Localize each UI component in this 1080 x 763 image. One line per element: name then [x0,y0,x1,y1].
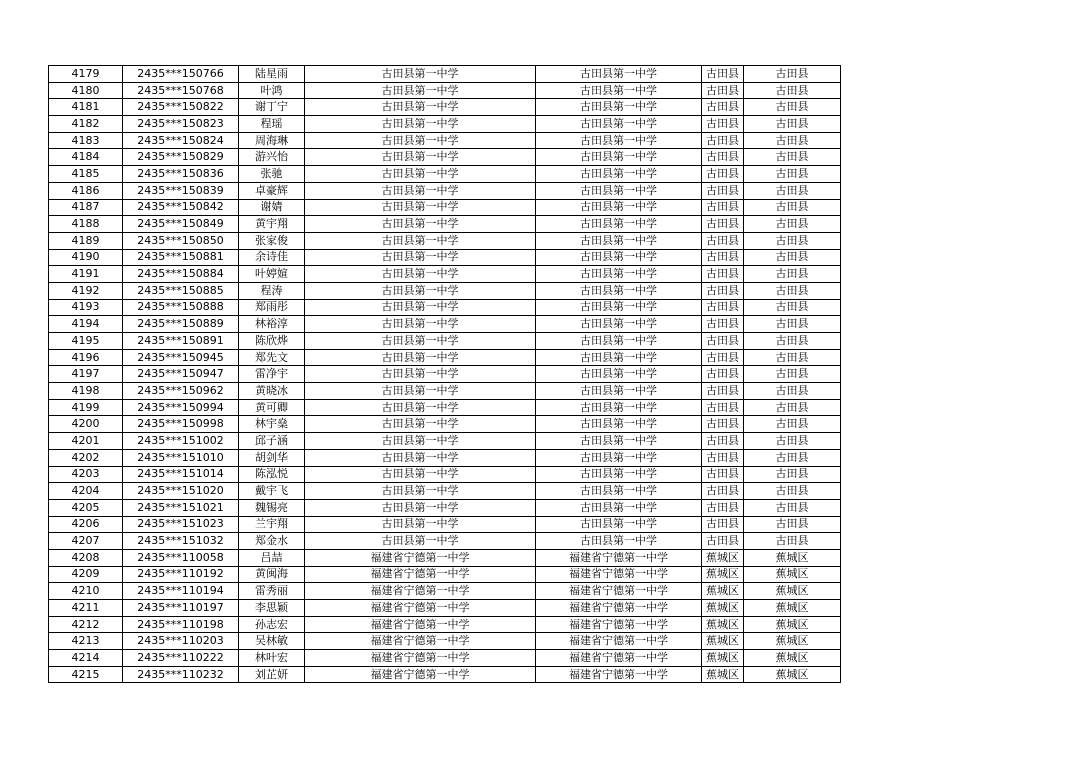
district-cell: 古田县 [702,416,744,433]
data-table [48,65,841,683]
admitted-school-cell: 古田县第一中学 [536,433,702,450]
admitted-school-cell: 古田县第一中学 [536,216,702,233]
district-cell: 古田县 [702,99,744,116]
row-number-cell: 4180 [49,82,123,99]
school-cell: 古田县第一中学 [305,483,536,500]
district-cell: 蕉城区 [702,650,744,667]
row-number-cell: 4215 [49,666,123,683]
student-name-cell: 胡剑华 [239,449,305,466]
school-cell: 古田县第一中学 [305,349,536,366]
district-cell: 古田县 [702,199,744,216]
district-cell: 蕉城区 [702,583,744,600]
district-cell: 古田县 [702,66,744,83]
student-name-cell: 周海琳 [239,132,305,149]
exam-id-cell: 2435***110197 [123,600,239,617]
district-cell: 蕉城区 [702,616,744,633]
row-number-cell: 4181 [49,99,123,116]
exam-id-cell: 2435***110203 [123,633,239,650]
school-cell: 古田县第一中学 [305,499,536,516]
region-cell: 蕉城区 [744,616,841,633]
student-name-cell: 卓豪辉 [239,182,305,199]
school-cell: 古田县第一中学 [305,132,536,149]
student-name-cell: 林宇燊 [239,416,305,433]
school-cell: 古田县第一中学 [305,366,536,383]
admitted-school-cell: 古田县第一中学 [536,316,702,333]
student-name-cell: 游兴怡 [239,149,305,166]
district-cell: 古田县 [702,349,744,366]
row-number-cell: 4179 [49,66,123,83]
table-row [49,282,841,299]
admitted-school-cell: 古田县第一中学 [536,399,702,416]
student-name-cell: 叶鸿 [239,82,305,99]
student-name-cell: 余诗佳 [239,249,305,266]
table-row [49,232,841,249]
table-row [49,383,841,400]
table-row [49,666,841,683]
admitted-school-cell: 福建省宁德第一中学 [536,650,702,667]
row-number-cell: 4211 [49,600,123,617]
region-cell: 蕉城区 [744,666,841,683]
region-cell: 古田县 [744,333,841,350]
row-number-cell: 4196 [49,349,123,366]
student-name-cell: 林叶宏 [239,650,305,667]
admitted-school-cell: 古田县第一中学 [536,366,702,383]
admitted-school-cell: 古田县第一中学 [536,299,702,316]
region-cell: 古田县 [744,249,841,266]
region-cell: 古田县 [744,416,841,433]
row-number-cell: 4202 [49,449,123,466]
district-cell: 古田县 [702,82,744,99]
table-row [49,600,841,617]
student-name-cell: 林裕淳 [239,316,305,333]
row-number-cell: 4195 [49,333,123,350]
admitted-school-cell: 古田县第一中学 [536,383,702,400]
table-row [49,566,841,583]
exam-id-cell: 2435***150945 [123,349,239,366]
student-name-cell: 雷净宇 [239,366,305,383]
student-name-cell: 戴宇飞 [239,483,305,500]
school-cell: 古田县第一中学 [305,216,536,233]
student-name-cell: 程涛 [239,282,305,299]
row-number-cell: 4193 [49,299,123,316]
row-number-cell: 4205 [49,499,123,516]
table-row [49,533,841,550]
row-number-cell: 4203 [49,466,123,483]
region-cell: 古田县 [744,66,841,83]
row-number-cell: 4213 [49,633,123,650]
table-row [49,516,841,533]
exam-id-cell: 2435***110222 [123,650,239,667]
student-name-cell: 郑金水 [239,533,305,550]
region-cell: 蕉城区 [744,633,841,650]
student-name-cell: 雷秀丽 [239,583,305,600]
table-row [49,499,841,516]
table-row [49,249,841,266]
row-number-cell: 4201 [49,433,123,450]
table-body [49,66,841,683]
student-name-cell: 叶婷媗 [239,266,305,283]
admitted-school-cell: 福建省宁德第一中学 [536,616,702,633]
table-row [49,116,841,133]
table-row [49,132,841,149]
table-row [49,266,841,283]
school-cell: 福建省宁德第一中学 [305,650,536,667]
student-name-cell: 刘芷妍 [239,666,305,683]
student-name-cell: 黄晓冰 [239,383,305,400]
region-cell: 古田县 [744,499,841,516]
exam-id-cell: 2435***151002 [123,433,239,450]
district-cell: 古田县 [702,499,744,516]
admitted-school-cell: 福建省宁德第一中学 [536,666,702,683]
school-cell: 古田县第一中学 [305,533,536,550]
school-cell: 古田县第一中学 [305,266,536,283]
row-number-cell: 4194 [49,316,123,333]
school-cell: 古田县第一中学 [305,166,536,183]
student-name-cell: 孙志宏 [239,616,305,633]
district-cell: 古田县 [702,166,744,183]
district-cell: 古田县 [702,466,744,483]
school-cell: 古田县第一中学 [305,333,536,350]
district-cell: 古田县 [702,449,744,466]
region-cell: 古田县 [744,82,841,99]
exam-id-cell: 2435***110194 [123,583,239,600]
school-cell: 古田县第一中学 [305,249,536,266]
admitted-school-cell: 福建省宁德第一中学 [536,583,702,600]
admitted-school-cell: 古田县第一中学 [536,82,702,99]
region-cell: 古田县 [744,449,841,466]
school-cell: 古田县第一中学 [305,399,536,416]
exam-id-cell: 2435***150849 [123,216,239,233]
table-row [49,333,841,350]
district-cell: 古田县 [702,299,744,316]
table-row [49,466,841,483]
exam-id-cell: 2435***151020 [123,483,239,500]
student-name-cell: 谢丁宁 [239,99,305,116]
school-cell: 古田县第一中学 [305,199,536,216]
row-number-cell: 4199 [49,399,123,416]
row-number-cell: 4187 [49,199,123,216]
region-cell: 古田县 [744,266,841,283]
table-row [49,199,841,216]
exam-id-cell: 2435***110198 [123,616,239,633]
row-number-cell: 4204 [49,483,123,500]
region-cell: 古田县 [744,166,841,183]
table-row [49,166,841,183]
student-name-cell: 张驰 [239,166,305,183]
school-cell: 古田县第一中学 [305,416,536,433]
table-row [49,416,841,433]
table-row [49,99,841,116]
exam-id-cell: 2435***150829 [123,149,239,166]
row-number-cell: 4190 [49,249,123,266]
admitted-school-cell: 古田县第一中学 [536,66,702,83]
exam-id-cell: 2435***150839 [123,182,239,199]
admitted-school-cell: 福建省宁德第一中学 [536,633,702,650]
student-name-cell: 陈泓悦 [239,466,305,483]
district-cell: 古田县 [702,282,744,299]
district-cell: 古田县 [702,516,744,533]
student-name-cell: 魏锡亮 [239,499,305,516]
school-cell: 古田县第一中学 [305,383,536,400]
exam-id-cell: 2435***150850 [123,232,239,249]
region-cell: 古田县 [744,466,841,483]
exam-id-cell: 2435***110232 [123,666,239,683]
table-row [49,449,841,466]
region-cell: 古田县 [744,483,841,500]
student-name-cell: 郑先文 [239,349,305,366]
table-row [49,316,841,333]
school-cell: 古田县第一中学 [305,316,536,333]
district-cell: 古田县 [702,182,744,199]
region-cell: 古田县 [744,383,841,400]
region-cell: 古田县 [744,316,841,333]
row-number-cell: 4207 [49,533,123,550]
row-number-cell: 4210 [49,583,123,600]
district-cell: 古田县 [702,399,744,416]
district-cell: 古田县 [702,249,744,266]
admitted-school-cell: 福建省宁德第一中学 [536,566,702,583]
school-cell: 古田县第一中学 [305,232,536,249]
admitted-school-cell: 古田县第一中学 [536,499,702,516]
student-name-cell: 黄可卿 [239,399,305,416]
exam-id-cell: 2435***150962 [123,383,239,400]
exam-id-cell: 2435***151023 [123,516,239,533]
table-row [49,616,841,633]
region-cell: 古田县 [744,199,841,216]
region-cell: 古田县 [744,282,841,299]
row-number-cell: 4186 [49,182,123,199]
table-row [49,650,841,667]
student-name-cell: 谢婧 [239,199,305,216]
region-cell: 古田县 [744,433,841,450]
region-cell: 古田县 [744,366,841,383]
row-number-cell: 4182 [49,116,123,133]
school-cell: 福建省宁德第一中学 [305,600,536,617]
region-cell: 古田县 [744,299,841,316]
district-cell: 古田县 [702,232,744,249]
admitted-school-cell: 古田县第一中学 [536,149,702,166]
exam-id-cell: 2435***151032 [123,533,239,550]
row-number-cell: 4185 [49,166,123,183]
region-cell: 古田县 [744,182,841,199]
admitted-school-cell: 古田县第一中学 [536,449,702,466]
admitted-school-cell: 古田县第一中学 [536,99,702,116]
region-cell: 古田县 [744,99,841,116]
region-cell: 古田县 [744,533,841,550]
student-name-cell: 程瑶 [239,116,305,133]
school-cell: 福建省宁德第一中学 [305,566,536,583]
student-name-cell: 郑雨彤 [239,299,305,316]
admitted-school-cell: 古田县第一中学 [536,466,702,483]
row-number-cell: 4208 [49,549,123,566]
exam-id-cell: 2435***151021 [123,499,239,516]
admitted-school-cell: 古田县第一中学 [536,516,702,533]
exam-id-cell: 2435***150842 [123,199,239,216]
exam-id-cell: 2435***150836 [123,166,239,183]
exam-id-cell: 2435***150822 [123,99,239,116]
exam-id-cell: 2435***150891 [123,333,239,350]
admitted-school-cell: 福建省宁德第一中学 [536,549,702,566]
row-number-cell: 4209 [49,566,123,583]
table-row [49,483,841,500]
district-cell: 古田县 [702,116,744,133]
admitted-school-cell: 古田县第一中学 [536,116,702,133]
row-number-cell: 4192 [49,282,123,299]
district-cell: 蕉城区 [702,566,744,583]
region-cell: 古田县 [744,149,841,166]
admitted-school-cell: 古田县第一中学 [536,416,702,433]
region-cell: 蕉城区 [744,650,841,667]
exam-id-cell: 2435***150884 [123,266,239,283]
admitted-school-cell: 古田县第一中学 [536,282,702,299]
student-name-cell: 陈欣烨 [239,333,305,350]
exam-id-cell: 2435***110058 [123,549,239,566]
admitted-school-cell: 古田县第一中学 [536,182,702,199]
row-number-cell: 4197 [49,366,123,383]
school-cell: 古田县第一中学 [305,466,536,483]
row-number-cell: 4183 [49,132,123,149]
exam-id-cell: 2435***150998 [123,416,239,433]
table-row [49,299,841,316]
school-cell: 古田县第一中学 [305,433,536,450]
exam-id-cell: 2435***150766 [123,66,239,83]
student-name-cell: 张家俊 [239,232,305,249]
exam-id-cell: 2435***150768 [123,82,239,99]
district-cell: 古田县 [702,266,744,283]
school-cell: 福建省宁德第一中学 [305,583,536,600]
table-row [49,82,841,99]
admitted-school-cell: 福建省宁德第一中学 [536,600,702,617]
student-name-cell: 陆星雨 [239,66,305,83]
admitted-school-cell: 古田县第一中学 [536,232,702,249]
school-cell: 福建省宁德第一中学 [305,666,536,683]
district-cell: 古田县 [702,366,744,383]
row-number-cell: 4198 [49,383,123,400]
school-cell: 古田县第一中学 [305,282,536,299]
school-cell: 福建省宁德第一中学 [305,633,536,650]
region-cell: 古田县 [744,216,841,233]
student-name-cell: 李思颖 [239,600,305,617]
exam-id-cell: 2435***151010 [123,449,239,466]
school-cell: 古田县第一中学 [305,116,536,133]
table-row [49,149,841,166]
exam-id-cell: 2435***150947 [123,366,239,383]
table-row [49,366,841,383]
exam-id-cell: 2435***150823 [123,116,239,133]
row-number-cell: 4214 [49,650,123,667]
admitted-school-cell: 古田县第一中学 [536,132,702,149]
exam-id-cell: 2435***150889 [123,316,239,333]
student-name-cell: 邱子涵 [239,433,305,450]
region-cell: 蕉城区 [744,566,841,583]
district-cell: 古田县 [702,433,744,450]
row-number-cell: 4191 [49,266,123,283]
district-cell: 古田县 [702,533,744,550]
district-cell: 蕉城区 [702,666,744,683]
admitted-school-cell: 古田县第一中学 [536,266,702,283]
student-name-cell: 兰宇翔 [239,516,305,533]
table-row [49,399,841,416]
district-cell: 古田县 [702,383,744,400]
district-cell: 古田县 [702,483,744,500]
table-row [49,549,841,566]
table-row [49,349,841,366]
student-name-cell: 吕喆 [239,549,305,566]
admitted-school-cell: 古田县第一中学 [536,483,702,500]
district-cell: 古田县 [702,216,744,233]
student-name-cell: 黄宇翔 [239,216,305,233]
row-number-cell: 4206 [49,516,123,533]
district-cell: 古田县 [702,149,744,166]
region-cell: 古田县 [744,349,841,366]
table-row [49,182,841,199]
school-cell: 古田县第一中学 [305,99,536,116]
district-cell: 蕉城区 [702,633,744,650]
school-cell: 古田县第一中学 [305,449,536,466]
admitted-school-cell: 古田县第一中学 [536,333,702,350]
admitted-school-cell: 古田县第一中学 [536,533,702,550]
admitted-school-cell: 古田县第一中学 [536,199,702,216]
row-number-cell: 4188 [49,216,123,233]
row-number-cell: 4184 [49,149,123,166]
region-cell: 蕉城区 [744,583,841,600]
exam-id-cell: 2435***150888 [123,299,239,316]
district-cell: 古田县 [702,132,744,149]
exam-id-cell: 2435***110192 [123,566,239,583]
exam-id-cell: 2435***151014 [123,466,239,483]
admitted-school-cell: 古田县第一中学 [536,249,702,266]
region-cell: 古田县 [744,516,841,533]
exam-id-cell: 2435***150824 [123,132,239,149]
table-row [49,216,841,233]
admitted-school-cell: 古田县第一中学 [536,349,702,366]
region-cell: 古田县 [744,116,841,133]
table-row [49,583,841,600]
region-cell: 蕉城区 [744,600,841,617]
district-cell: 古田县 [702,333,744,350]
school-cell: 福建省宁德第一中学 [305,616,536,633]
region-cell: 古田县 [744,232,841,249]
exam-id-cell: 2435***150994 [123,399,239,416]
school-cell: 古田县第一中学 [305,182,536,199]
school-cell: 古田县第一中学 [305,82,536,99]
table-row [49,633,841,650]
school-cell: 古田县第一中学 [305,299,536,316]
row-number-cell: 4200 [49,416,123,433]
region-cell: 蕉城区 [744,549,841,566]
exam-id-cell: 2435***150881 [123,249,239,266]
district-cell: 蕉城区 [702,600,744,617]
school-cell: 古田县第一中学 [305,66,536,83]
table-row [49,433,841,450]
row-number-cell: 4189 [49,232,123,249]
district-cell: 蕉城区 [702,549,744,566]
region-cell: 古田县 [744,399,841,416]
district-cell: 古田县 [702,316,744,333]
admitted-school-cell: 古田县第一中学 [536,166,702,183]
student-name-cell: 吴林敏 [239,633,305,650]
student-name-cell: 黄闽海 [239,566,305,583]
row-number-cell: 4212 [49,616,123,633]
school-cell: 古田县第一中学 [305,149,536,166]
school-cell: 古田县第一中学 [305,516,536,533]
table-row [49,66,841,83]
region-cell: 古田县 [744,132,841,149]
school-cell: 福建省宁德第一中学 [305,549,536,566]
exam-id-cell: 2435***150885 [123,282,239,299]
